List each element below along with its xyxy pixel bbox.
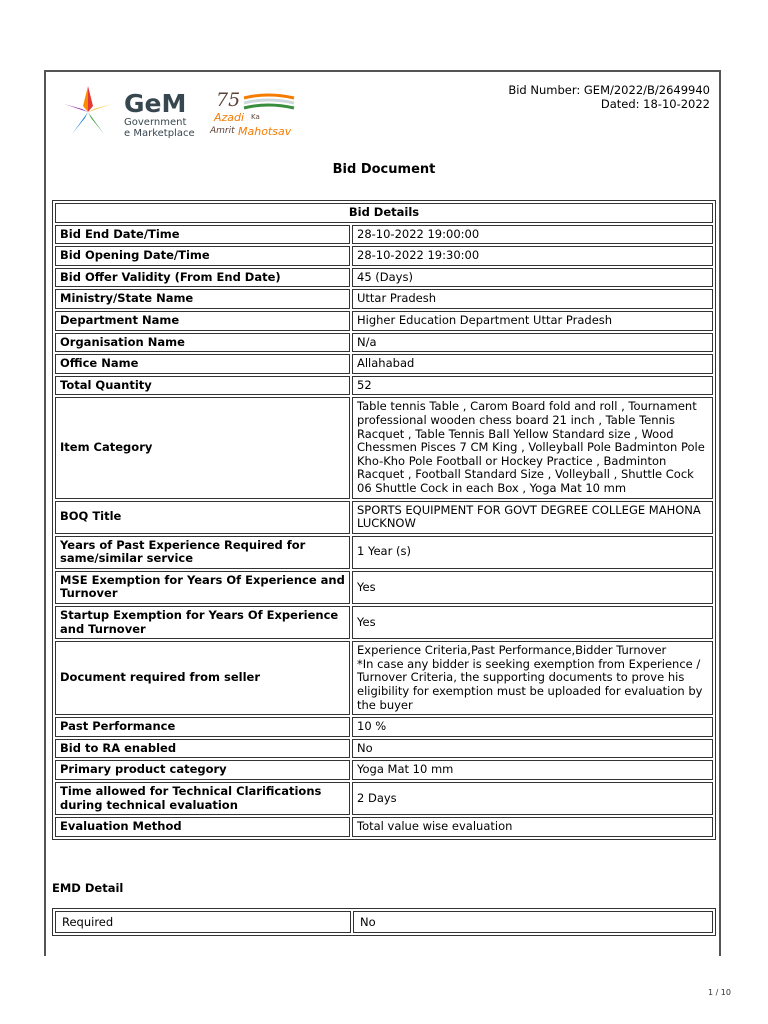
detail-value: Uttar Pradesh bbox=[352, 289, 713, 309]
azadi-logo-line1: Azadi bbox=[214, 111, 245, 124]
azadi-logo-line3: Mahotsav bbox=[238, 125, 292, 138]
detail-value: 10 % bbox=[352, 717, 713, 737]
detail-value: Table tennis Table , Carom Board fold and roll , Tournament professional wooden chess board 21 inch , Table Tennis Racquet , Table Tennis Ball Yellow Standard size , Wood Chessmen Pisces 7 CM King , Volleyball Pole Badminton Pole Kho-Kho Pole Football or Hockey Practice , Badminton Racquet , Football Standard Size , Volleyball , Shuttle Cock 06 Shuttle Cock in each Box , Yoga Mat 10 mm bbox=[352, 397, 713, 498]
gem-logo-name: GeM bbox=[124, 89, 187, 118]
bid-number: Bid Number: GEM/2022/B/2649940 bbox=[508, 83, 710, 97]
table-row bbox=[55, 717, 713, 737]
table-row bbox=[55, 268, 713, 288]
gem-star-icon bbox=[64, 86, 112, 134]
detail-label: Evaluation Method bbox=[55, 817, 350, 837]
detail-label: Primary product category bbox=[55, 760, 350, 780]
table-row bbox=[55, 571, 713, 604]
azadi-logo-ka: Ka bbox=[251, 113, 260, 121]
table-row bbox=[55, 376, 713, 396]
detail-label: MSE Exemption for Years Of Experience and Turnover bbox=[55, 571, 350, 604]
azadi-logo-number: 75 bbox=[216, 89, 241, 111]
table-row bbox=[55, 225, 713, 245]
gem-logo-line1: Government bbox=[124, 117, 187, 128]
bid-details-heading: Bid Details bbox=[55, 203, 713, 223]
detail-value: 2 Days bbox=[352, 782, 713, 815]
detail-value: SPORTS EQUIPMENT FOR GOVT DEGREE COLLEGE MAHONA LUCKNOW bbox=[352, 501, 713, 534]
detail-label: Item Category bbox=[55, 397, 350, 498]
table-row bbox=[55, 782, 713, 815]
detail-value: Yoga Mat 10 mm bbox=[352, 760, 713, 780]
detail-value: No bbox=[352, 739, 713, 759]
table-row bbox=[55, 641, 713, 715]
azadi-logo-line2: Amrit bbox=[210, 126, 235, 136]
detail-value: 45 (Days) bbox=[352, 268, 713, 288]
detail-value: Allahabad bbox=[352, 354, 713, 374]
table-row bbox=[55, 501, 713, 534]
emd-required-label: Required bbox=[55, 911, 351, 933]
azadi-ka-amrit-mahotsav-logo bbox=[208, 88, 304, 138]
table-row bbox=[55, 311, 713, 331]
detail-label: Bid Offer Validity (From End Date) bbox=[55, 268, 350, 288]
table-row bbox=[55, 760, 713, 780]
table-row bbox=[55, 397, 713, 498]
page-number: 1 / 10 bbox=[707, 988, 731, 997]
table-row bbox=[55, 739, 713, 759]
table-row bbox=[55, 354, 713, 374]
table-row bbox=[55, 246, 713, 266]
table-row bbox=[55, 289, 713, 309]
emd-required-value: No bbox=[353, 911, 713, 933]
detail-label: Past Performance bbox=[55, 717, 350, 737]
detail-label: Ministry/State Name bbox=[55, 289, 350, 309]
detail-label: Organisation Name bbox=[55, 333, 350, 353]
detail-label: Department Name bbox=[55, 311, 350, 331]
table-row bbox=[55, 606, 713, 639]
detail-value: Higher Education Department Uttar Pradesh bbox=[352, 311, 713, 331]
detail-value: N/a bbox=[352, 333, 713, 353]
gem-logo bbox=[62, 82, 202, 142]
detail-label: Document required from seller bbox=[55, 641, 350, 715]
detail-label: Total Quantity bbox=[55, 376, 350, 396]
detail-label: Time allowed for Technical Clarifications during technical evaluation bbox=[55, 782, 350, 815]
detail-label: Startup Exemption for Years Of Experience and Turnover bbox=[55, 606, 350, 639]
bid-meta bbox=[508, 83, 710, 111]
detail-label: Bid End Date/Time bbox=[55, 225, 350, 245]
table-row bbox=[55, 333, 713, 353]
table-row bbox=[55, 536, 713, 569]
emd-detail-table bbox=[52, 908, 716, 936]
table-row bbox=[55, 817, 713, 837]
detail-label: Years of Past Experience Required for same/similar service bbox=[55, 536, 350, 569]
bid-dated: Dated: 18-10-2022 bbox=[600, 97, 710, 111]
page-title: Bid Document bbox=[332, 162, 436, 177]
table-row bbox=[55, 911, 713, 933]
detail-label: Bid to RA enabled bbox=[55, 739, 350, 759]
detail-label: Bid Opening Date/Time bbox=[55, 246, 350, 266]
detail-value: 52 bbox=[352, 376, 713, 396]
gem-logo-line2: e Marketplace bbox=[124, 128, 195, 139]
detail-label: Office Name bbox=[55, 354, 350, 374]
detail-value: 28-10-2022 19:30:00 bbox=[352, 246, 713, 266]
detail-label: BOQ Title bbox=[55, 501, 350, 534]
detail-value: 28-10-2022 19:00:00 bbox=[352, 225, 713, 245]
bid-details-table bbox=[52, 200, 716, 840]
detail-value: Experience Criteria,Past Performance,Bidder Turnover *In case any bidder is seeking exemption from Experience / Turnover Criteria, the supporting documents to prove his eligibility for exemption must be uploaded for evaluation by the buyer bbox=[352, 641, 713, 715]
detail-value: Yes bbox=[352, 606, 713, 639]
detail-value: 1 Year (s) bbox=[352, 536, 713, 569]
detail-value: Yes bbox=[352, 571, 713, 604]
detail-value: Total value wise evaluation bbox=[352, 817, 713, 837]
emd-detail-title: EMD Detail bbox=[52, 881, 124, 895]
